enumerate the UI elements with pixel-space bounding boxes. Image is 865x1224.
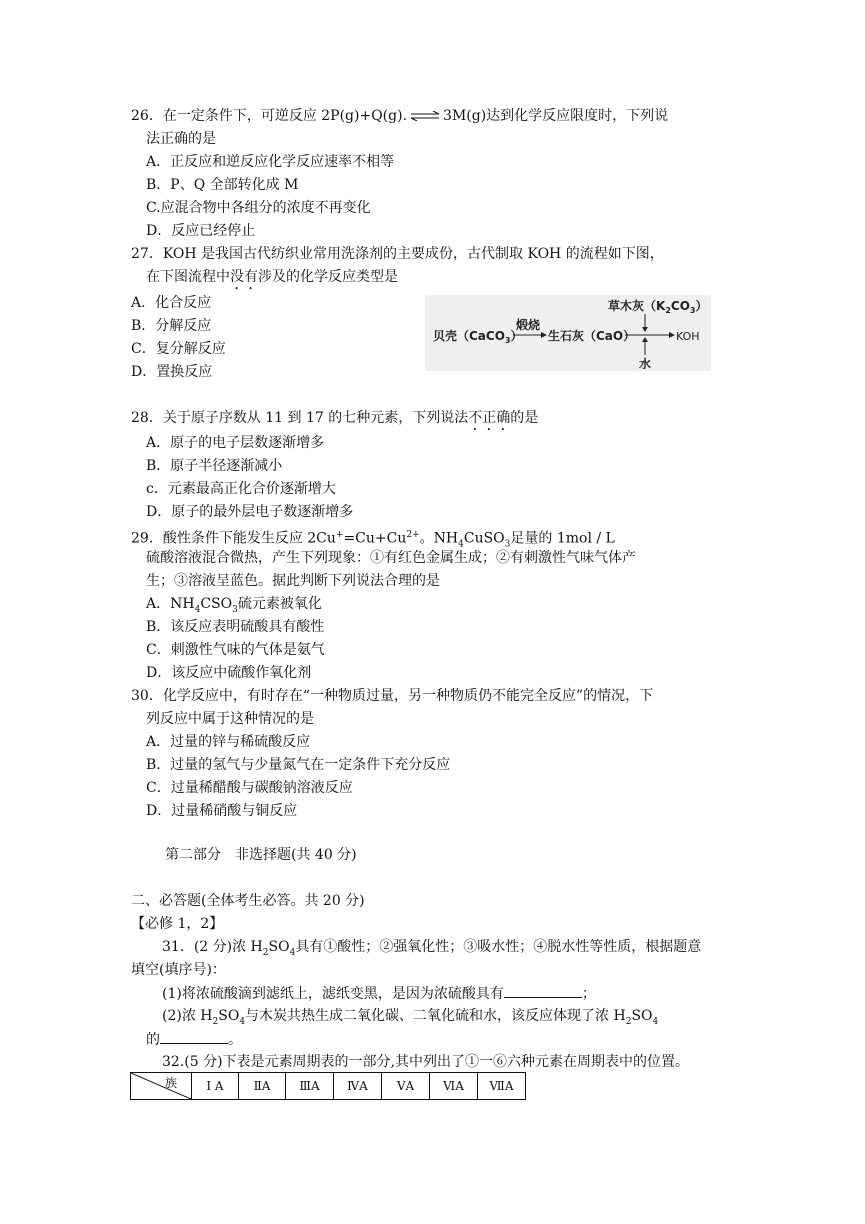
q28-option-a: A．原子的电子层数逐渐增多 [146,435,325,451]
q30-option-b: B．过量的氢气与少量氮气在一定条件下充分反应 [146,757,451,773]
q27-stem-line2: 在下图流程中没有涉及的化学反应类型是 [146,269,398,285]
q27-option-c: C．复分解反应 [131,341,226,357]
q31-stem-line2: 填空(填序号)： [131,962,226,978]
equilibrium-arrow-icon [409,111,441,121]
module-label: 【必修 1，2】 [131,916,224,932]
flow-lime-label: 生石灰（CaO） [548,329,636,343]
q27-option-d: D．置换反应 [131,364,213,380]
group-cell: ⅦA [478,1073,526,1100]
q30-option-d: D．过量稀硝酸与铜反应 [146,803,298,819]
q28-stem: 28．关于原子序数从 11 到 17 的七种元素，下列说法不正确的是 [131,410,539,426]
q31-part1: (1)将浓硫酸滴到滤纸上，滤纸变黑，是因为浓硫酸具有 ； [162,983,596,1004]
q30-option-c: C．过量稀醋酸与碳酸钠溶液反应 [146,780,353,796]
group-cell: ⅤA [382,1073,430,1100]
q30-stem-line2: 列反应中属于这种情况的是 [146,711,314,727]
q27-option-b: B．分解反应 [131,318,212,334]
q31-part2-cont: 的 。 [146,1029,242,1050]
q28-option-c: c．元素最高正化合价逐渐增大 [146,481,336,497]
table-header-label: 族 [164,1075,177,1090]
q28-emphasis: 不正确 [468,410,511,426]
flow-calcine-label: 煅烧 [516,318,541,332]
table-header-row [131,1073,526,1100]
q31-stem-line1: 31．(2 分)浓 $H_2SO_4$具有①酸性；②强氧化性；③吸水性；④脱水性等性质，根据题意 [162,939,702,958]
q30-option-a: A．过量的锌与稀硫酸反应 [146,734,311,750]
group-cell: ⅢA [286,1073,334,1100]
part2-title: 第二部分 非选择题(共 40 分) [165,847,357,863]
q28-option-b: B．原子半径逐渐减小 [146,458,283,474]
q29-option-a: A．$NH_4CSO_3$硫元素被氧化 [146,596,322,615]
flow-water-label: 水 [639,357,652,371]
q27-option-a: A．化合反应 [131,295,212,311]
diagonal-line-icon [131,1073,191,1099]
q32-stem: 32.(5 分)下表是元素周期表的一部分,其中列出了①一⑥六种元素在周期表中的位置。 [162,1054,689,1070]
flow-koh-label: KOH [676,330,700,343]
periodic-table-fragment [130,1072,526,1100]
q29-stem-line3: 生；③溶液呈蓝色。据此判断下列说法合理的是 [146,573,440,589]
q26-option-d: D．反应已经停止 [146,223,256,239]
group-cell: ⅥA [430,1073,478,1100]
q26-option-a: A．正反应和逆反应化学反应速率不相等 [146,154,395,170]
flow-ash-label: 草木灰$(K_2CO_3)$ [608,299,708,315]
q26-option-b: B．P、Q 全部转化成 M [146,177,299,193]
group-cell: Ⅰ A [192,1073,239,1100]
q26-stem-line2: 法正确的是 [146,131,216,147]
q31-answer-blank-2[interactable] [160,1029,228,1044]
koh-process-flow-diagram [425,295,711,371]
q29-option-d: D．该反应中硫酸作氧化剂 [146,665,312,681]
section-heading: 二、必答题(全体考生必答。共 20 分) [131,893,365,909]
table-corner-cell [131,1073,192,1100]
q31-answer-blank-1[interactable] [504,983,582,998]
group-cell: ⅣA [334,1073,382,1100]
q29-stem-line1: 29．酸性条件下能发生反应 $2Cu^+=Cu+Cu^{2+}$。$NH_4CuSO_3$足量的 1mol / L [131,530,615,550]
q29-option-b: B．该反应表明硫酸具有酸性 [146,619,325,635]
q27-stem-line1: 27．KOH 是我国古代纺织业常用洗涤剂的主要成份，古代制取 KOH 的流程如下图， [131,246,664,262]
group-cell: ⅡA [239,1073,286,1100]
q28-option-d: D．原子的最外层电子数逐渐增多 [146,504,354,520]
q27-emphasis: 没有 [230,269,258,285]
q26-option-c: C.应混合物中各组分的浓度不再变化 [146,200,371,216]
q26-stem-line1: 26．在一定条件下，可逆反应 2P(g)+Q(g). 3M(g)达到化学反应限度时，下列说 [131,108,669,124]
q31-part2: (2)浓 $H_2SO_4$与木炭共热生成二氧化碳、二氧化硫和水，该反应体现了浓 $H_2SO_4$ [162,1008,659,1027]
q30-stem-line1: 30．化学反应中，有时存在“一种物质过量，另一种物质仍不能完全反应”的情况，下 [131,688,654,704]
q29-stem-line2: 硫酸溶液混合微热，产生下列现象：①有红色金属生成；②有刺激性气味气体产 [146,550,636,566]
q29-option-c: C．刺激性气味的气体是氨气 [146,642,325,658]
flow-shell-label: 贝壳（CaCO$_3$） [433,329,523,345]
